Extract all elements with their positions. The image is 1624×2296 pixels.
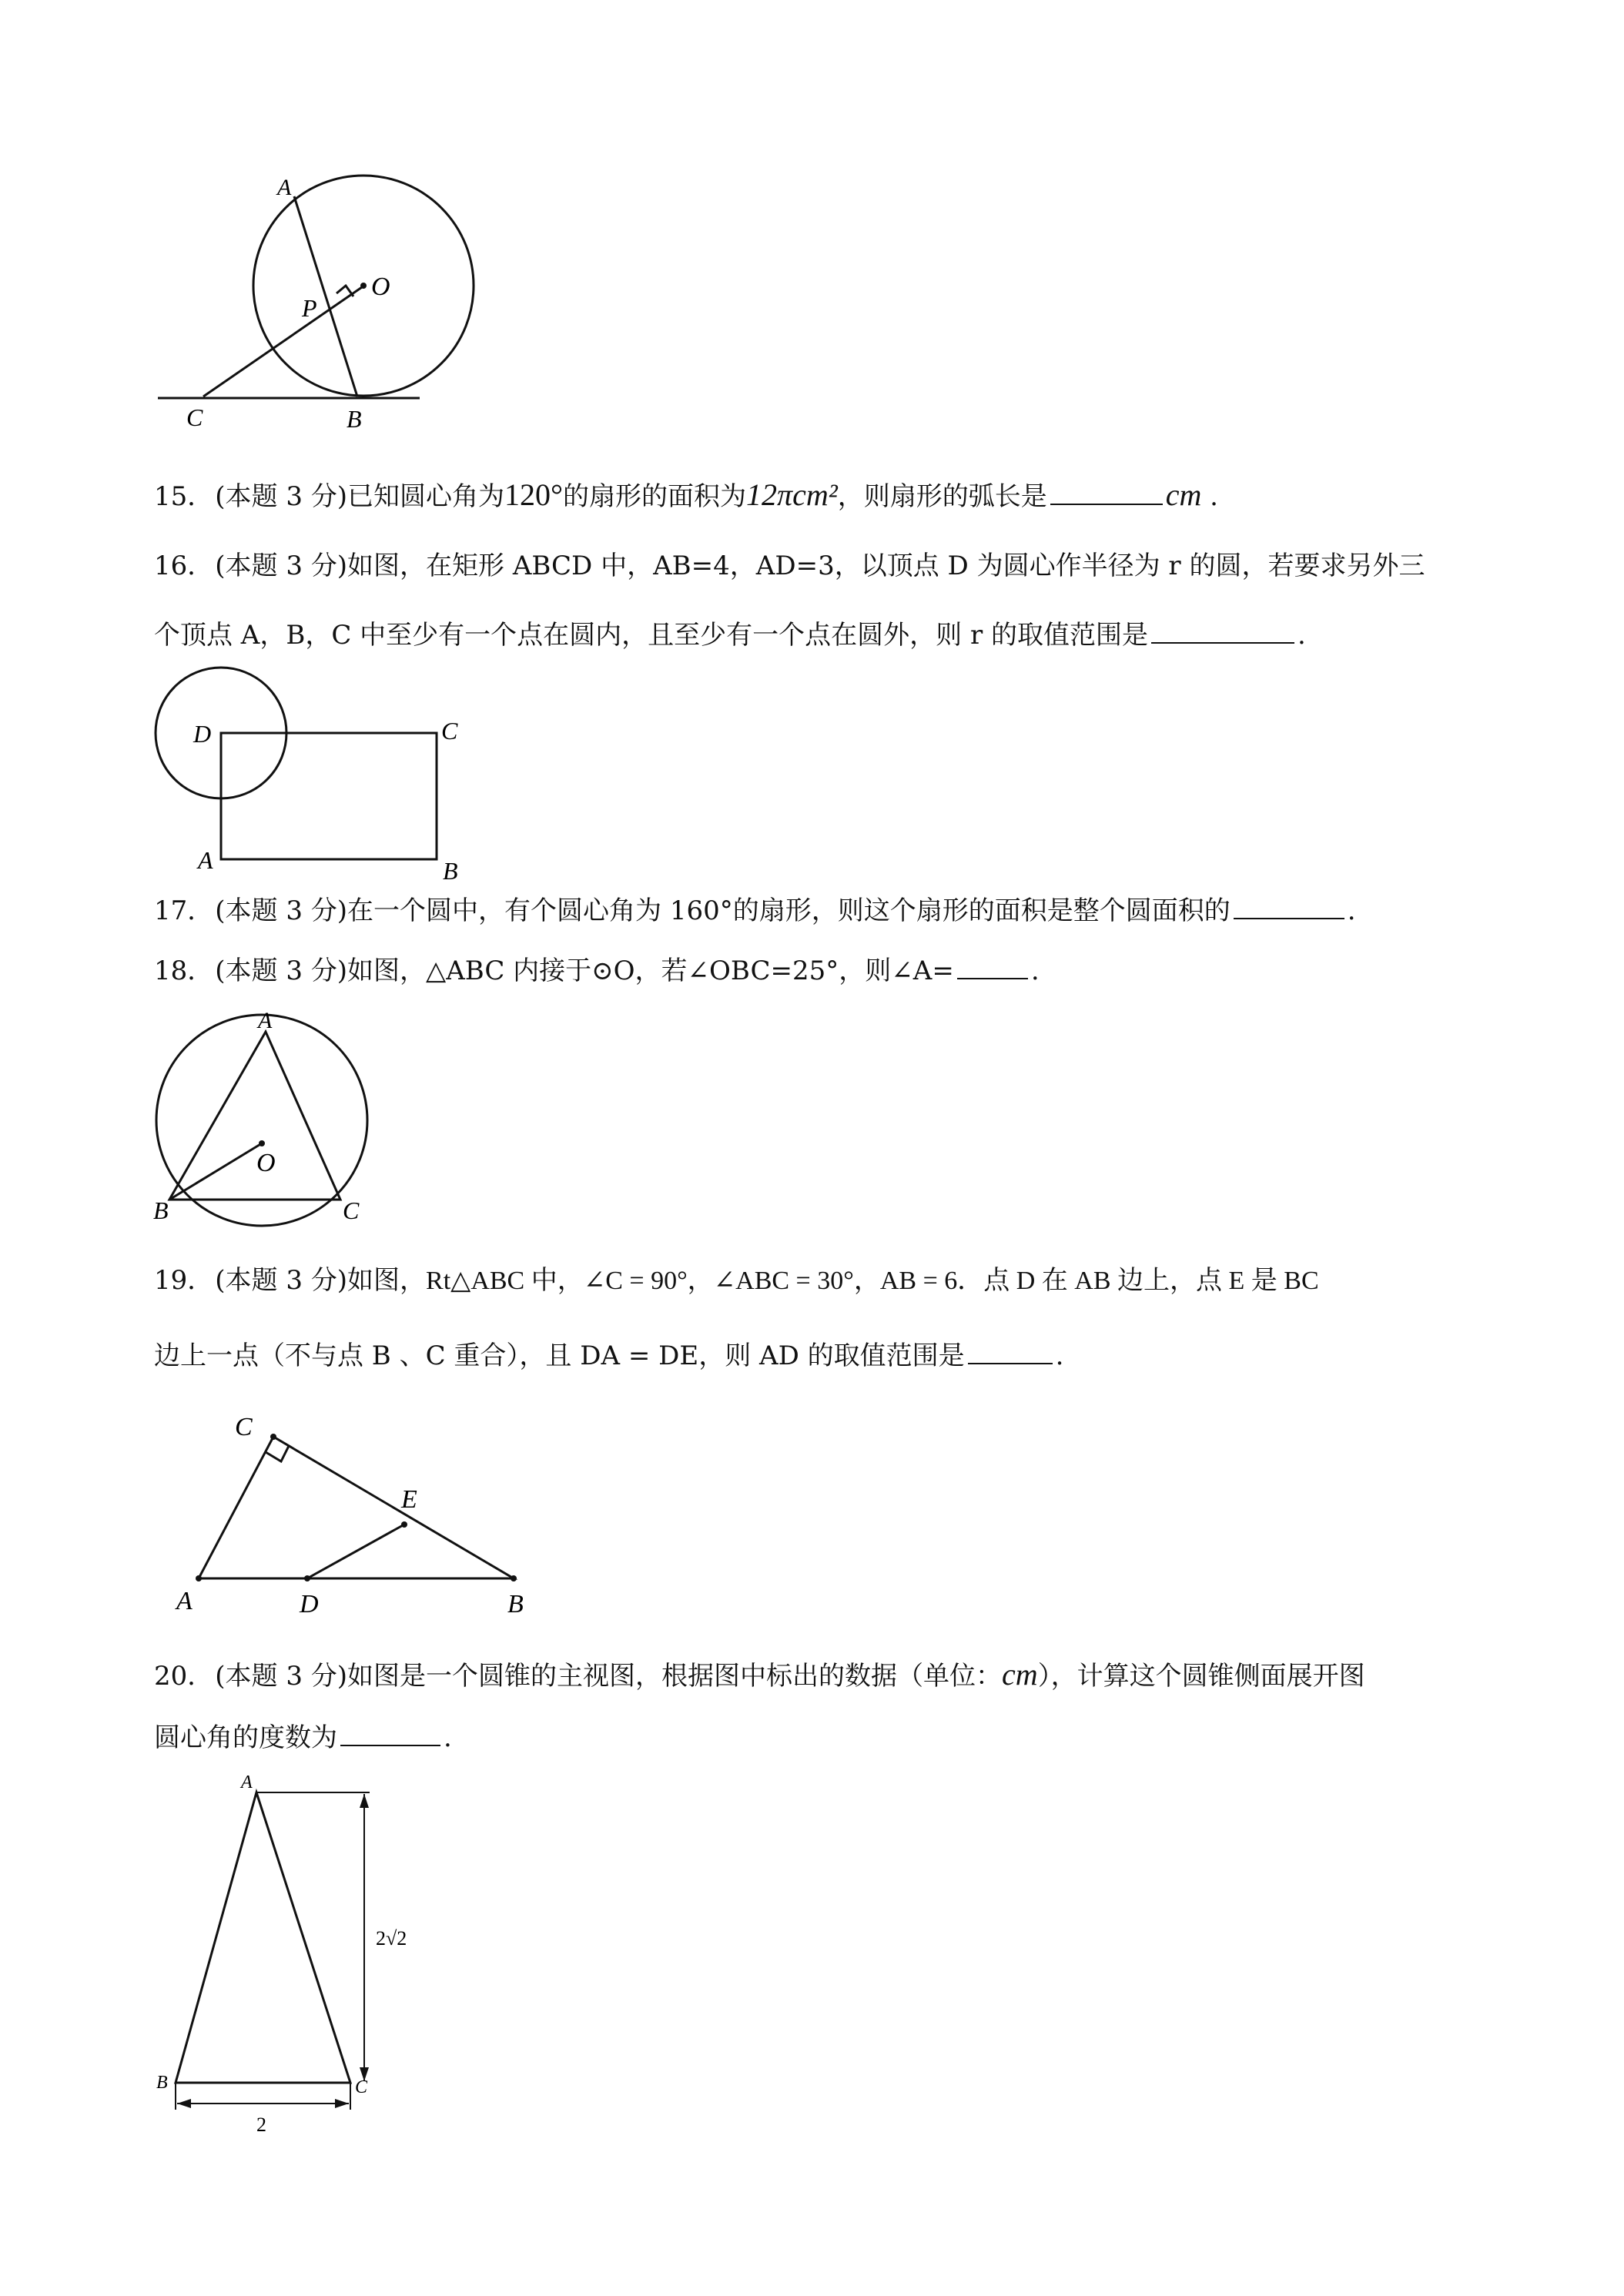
figure-rectangle-circle — [150, 662, 489, 885]
arrow-up-icon — [360, 1794, 369, 1808]
height-label: 2√2 — [376, 1927, 407, 1950]
label-c: C — [343, 1197, 360, 1224]
label-b: B — [507, 1590, 524, 1618]
question-tag: (本题 3 分) — [215, 895, 348, 926]
circle-o — [156, 1015, 367, 1226]
label-a: A — [241, 1772, 253, 1792]
label-a: A — [258, 1008, 273, 1033]
question-text: ），计算这个圆锥侧面展开图 — [1037, 1661, 1365, 1692]
label-e: E — [401, 1485, 417, 1514]
question-16 — [154, 548, 1478, 584]
question-number: 15． — [154, 481, 214, 512]
question-15 — [154, 477, 1478, 514]
figure-cone-view — [150, 1771, 412, 2136]
label-c: C — [355, 2077, 368, 2097]
arrow-right-icon — [335, 2099, 349, 2108]
period: . — [1298, 620, 1306, 651]
center-dot — [259, 1140, 265, 1146]
question-text: 边上一点（不与点 B 、C 重合），且 DA = DE，则 AD 的取值范围是 — [154, 1340, 965, 1371]
arrow-left-icon — [177, 2099, 191, 2108]
right-angle-mark — [266, 1446, 289, 1461]
label-b: B — [443, 857, 458, 885]
question-17 — [154, 893, 1478, 929]
question-text: 的扇形的面积为 — [563, 481, 747, 512]
question-number: 17． — [154, 895, 214, 926]
base-label: 2 — [256, 2114, 266, 2136]
label-c: C — [235, 1413, 253, 1441]
figure-right-triangle — [173, 1409, 558, 1625]
answer-blank[interactable] — [957, 955, 1028, 979]
triangle-abc — [169, 1032, 340, 1200]
label-d: D — [300, 1590, 319, 1618]
label-b: B — [153, 1197, 169, 1224]
question-tag: (本题 3 分) — [215, 481, 348, 512]
question-number: 16． — [154, 551, 214, 581]
question-20-line2 — [154, 1720, 1478, 1755]
segment-ob — [169, 1143, 262, 1200]
segment-de — [307, 1525, 404, 1578]
question-text: 个顶点 A，B，C 中至少有一个点在圆内，且至少有一个点在圆外，则 r 的取值范围是 — [154, 620, 1149, 651]
label-b: B — [347, 405, 362, 433]
question-20 — [154, 1657, 1478, 1694]
unit: cm — [1165, 477, 1202, 512]
period: . — [1030, 956, 1040, 986]
question-text: 圆心角的度数为 — [154, 1722, 337, 1753]
period: . — [1055, 1340, 1064, 1371]
answer-blank[interactable] — [968, 1340, 1053, 1364]
question-16-line2 — [154, 618, 1478, 653]
answer-blank[interactable] — [1050, 480, 1163, 505]
question-text: 在一个圆中，有个圆心角为 160°的扇形，则这个扇形的面积是整个圆面积的 — [347, 895, 1231, 926]
question-text: ，则扇形的弧长是 — [837, 481, 1047, 512]
label-b: B — [156, 2073, 168, 2093]
question-tag: (本题 3 分) — [215, 1265, 348, 1296]
question-number: 19． — [154, 1265, 214, 1296]
period: . — [444, 1722, 452, 1753]
rectangle-abcd — [221, 733, 437, 859]
right-angle-mark — [337, 286, 353, 296]
question-text: 如图是一个圆锥的主视图，根据图中标出的数据（单位： — [347, 1661, 1003, 1692]
period: . — [1210, 481, 1218, 512]
question-text: 如图，在矩形 ABCD 中，AB=4，AD=3，以顶点 D 为圆心作半径为 r 的圆，若要求另外三 — [347, 551, 1425, 581]
question-tag: (本题 3 分) — [215, 551, 348, 581]
question-18 — [154, 953, 1478, 989]
point-e — [401, 1521, 407, 1528]
question-text: 如图，△ABC 内接于⊙O，若∠OBC=25°，则∠A= — [347, 956, 954, 986]
point-d — [304, 1575, 310, 1581]
label-o: O — [256, 1149, 276, 1177]
center-dot — [360, 283, 367, 289]
question-tag: (本题 3 分) — [215, 956, 348, 986]
period: . — [1347, 895, 1356, 926]
label-d: D — [193, 720, 212, 748]
answer-blank[interactable] — [1151, 619, 1294, 644]
figure-circle-tangent — [154, 173, 485, 435]
unit: cm — [1002, 1657, 1038, 1692]
question-19-line2 — [154, 1338, 1478, 1374]
answer-blank[interactable] — [1234, 895, 1344, 919]
question-tag: (本题 3 分) — [215, 1661, 348, 1692]
question-text: 如图，Rt△ABC 中，∠C = 90°，∠ABC = 30°，AB = 6．点 D 在 AB 边上，点 E 是 BC — [347, 1267, 1319, 1295]
angle-value: 120° — [504, 477, 564, 512]
question-number: 18． — [154, 956, 214, 986]
point-a — [196, 1575, 202, 1581]
point-c — [270, 1434, 276, 1440]
answer-blank[interactable] — [340, 1722, 440, 1746]
segment-co — [203, 287, 362, 397]
label-p: P — [302, 294, 317, 322]
label-a: A — [176, 1587, 193, 1615]
point-b — [511, 1575, 517, 1581]
label-a: A — [198, 846, 213, 874]
label-a: A — [277, 175, 292, 200]
area-value: 12πcm² — [746, 477, 838, 512]
question-number: 20． — [154, 1661, 214, 1692]
question-text: 已知圆心角为 — [347, 481, 505, 512]
label-c: C — [441, 717, 458, 745]
triangle-abc — [176, 1792, 350, 2083]
figure-inscribed-triangle — [150, 1005, 381, 1236]
triangle-abc — [199, 1437, 514, 1578]
question-19 — [154, 1263, 1478, 1299]
label-c: C — [186, 403, 203, 431]
label-o: O — [371, 273, 390, 301]
